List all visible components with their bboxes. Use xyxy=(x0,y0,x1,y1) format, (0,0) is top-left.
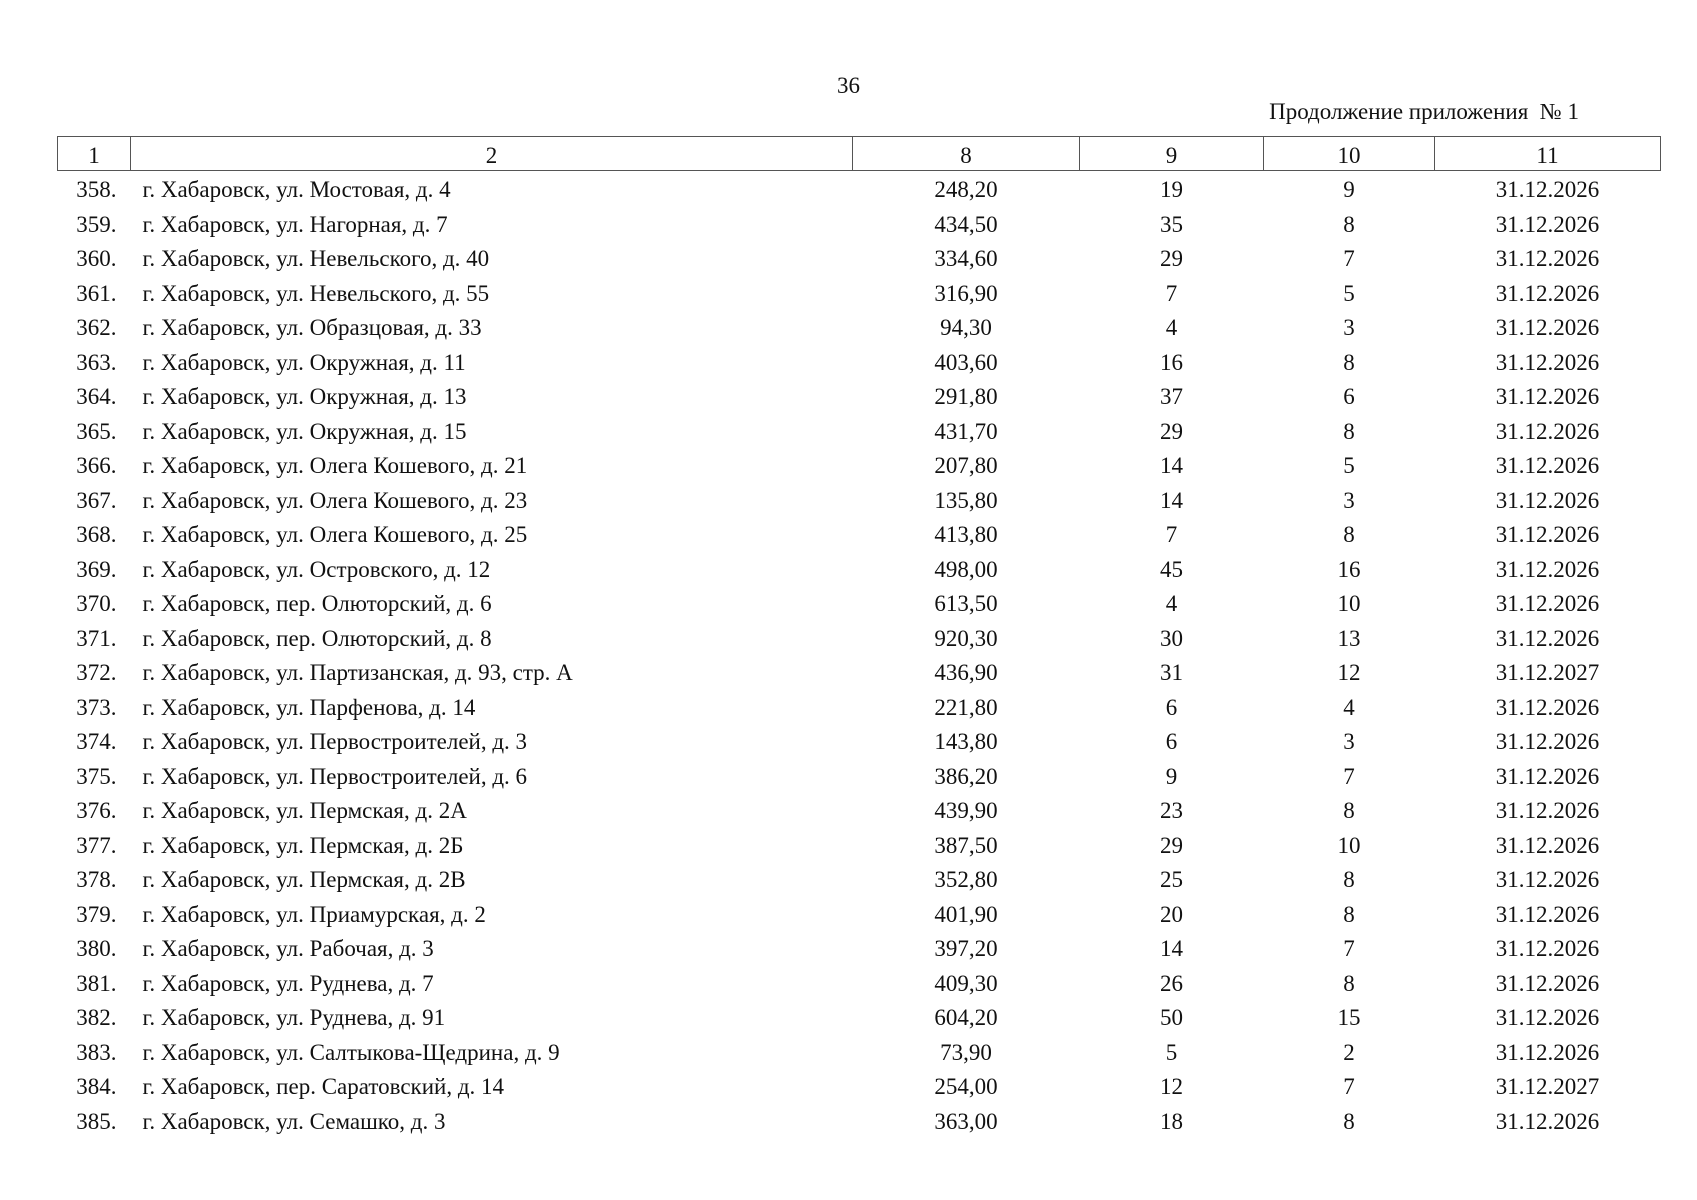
table-row xyxy=(58,656,1661,691)
row-number: 379. xyxy=(76,901,117,927)
residents-count: 14 xyxy=(1160,936,1183,961)
deadline-date: 31.12.2026 xyxy=(1495,556,1600,582)
deadline-date: 31.12.2026 xyxy=(1495,1039,1600,1065)
area-value: 401,90 xyxy=(934,901,998,927)
table-row xyxy=(58,242,1661,277)
deadline-date: 31.12.2026 xyxy=(1495,246,1600,271)
apartments-count: 3 xyxy=(1343,729,1355,754)
row-number: 382. xyxy=(76,1005,117,1030)
appendix-continuation-note: Продолжение приложения № 1 xyxy=(1269,99,1579,124)
deadline-date: 31.12.2026 xyxy=(1495,763,1600,789)
residents-count: 7 xyxy=(1165,280,1178,306)
address: г. Хабаровск, ул. Первостроителей, д. 6 xyxy=(142,763,528,789)
table-row xyxy=(58,171,1661,208)
row-number: 367. xyxy=(76,487,117,513)
table-row xyxy=(58,967,1661,1002)
table-row xyxy=(58,932,1661,967)
apartments-count: 3 xyxy=(1343,315,1355,340)
residents-count: 29 xyxy=(1160,418,1183,444)
residents-count: 6 xyxy=(1165,729,1178,754)
row-number: 372. xyxy=(76,660,117,685)
row-number: 376. xyxy=(76,798,117,823)
deadline-date: 31.12.2026 xyxy=(1495,280,1600,306)
table-row xyxy=(58,691,1661,726)
deadline-date: 31.12.2026 xyxy=(1495,349,1600,375)
apartments-count: 8 xyxy=(1343,1108,1355,1134)
table-row xyxy=(58,829,1661,864)
table-row xyxy=(58,346,1661,381)
table-row xyxy=(58,208,1661,243)
residents-count: 19 xyxy=(1160,177,1183,202)
deadline-date: 31.12.2026 xyxy=(1495,798,1600,823)
address: г. Хабаровск, ул. Первостроителей, д. 3 xyxy=(142,729,528,754)
area-value: 334,60 xyxy=(934,246,998,271)
address: г. Хабаровск, ул. Рабочая, д. 3 xyxy=(142,936,434,961)
row-number: 383. xyxy=(76,1039,117,1065)
area-value: 221,80 xyxy=(934,694,998,720)
residents-count: 29 xyxy=(1160,832,1183,858)
residents-count: 5 xyxy=(1165,1039,1178,1065)
apartments-count: 15 xyxy=(1337,1005,1361,1030)
residents-count: 12 xyxy=(1160,1074,1183,1099)
row-number: 371. xyxy=(76,625,117,651)
address: г. Хабаровск, ул. Семашко, д. 3 xyxy=(142,1108,446,1134)
address: г. Хабаровск, пер. Саратовский, д. 14 xyxy=(142,1074,505,1099)
address: г. Хабаровск, ул. Пермская, д. 2А xyxy=(142,798,467,823)
column-header: 8 xyxy=(853,137,1080,171)
address: г. Хабаровск, ул. Партизанская, д. 93, стр. А xyxy=(142,660,573,685)
apartments-count: 7 xyxy=(1343,763,1355,789)
table-row xyxy=(58,760,1661,795)
table-row xyxy=(58,898,1661,933)
deadline-date: 31.12.2026 xyxy=(1495,522,1600,547)
table-row xyxy=(58,449,1661,484)
table-row xyxy=(58,794,1661,829)
table-row xyxy=(58,380,1661,415)
address: г. Хабаровск, ул. Невельского, д. 55 xyxy=(142,280,490,306)
table-row xyxy=(58,1070,1661,1105)
area-value: 135,80 xyxy=(934,487,998,513)
area-value: 207,80 xyxy=(934,453,998,478)
apartments-count: 8 xyxy=(1343,211,1355,237)
row-number: 369. xyxy=(76,556,117,582)
row-number: 375. xyxy=(76,763,117,789)
deadline-date: 31.12.2026 xyxy=(1495,591,1600,616)
area-value: 352,80 xyxy=(934,867,998,892)
table-row xyxy=(58,1105,1661,1140)
residents-count: 50 xyxy=(1160,1005,1183,1030)
apartments-count: 10 xyxy=(1337,591,1361,616)
deadline-date: 31.12.2026 xyxy=(1495,177,1600,202)
address: г. Хабаровск, ул. Руднева, д. 7 xyxy=(142,970,434,996)
area-value: 387,50 xyxy=(934,832,998,858)
address: г. Хабаровск, ул. Олега Кошевого, д. 25 xyxy=(142,522,528,547)
area-value: 498,00 xyxy=(934,556,998,582)
apartments-count: 8 xyxy=(1343,901,1355,927)
residents-count: 25 xyxy=(1160,867,1183,892)
apartments-count: 8 xyxy=(1343,970,1355,996)
residents-count: 6 xyxy=(1165,694,1178,720)
residents-count: 23 xyxy=(1160,798,1183,823)
area-value: 143,80 xyxy=(934,729,998,754)
apartments-count: 5 xyxy=(1343,453,1355,478)
deadline-date: 31.12.2026 xyxy=(1495,453,1600,478)
apartments-count: 6 xyxy=(1343,384,1355,409)
deadline-date: 31.12.2026 xyxy=(1495,487,1600,513)
residents-count: 16 xyxy=(1160,349,1183,375)
residents-count: 26 xyxy=(1160,970,1183,996)
area-value: 431,70 xyxy=(934,418,998,444)
residents-count: 45 xyxy=(1160,556,1183,582)
address: г. Хабаровск, ул. Окружная, д. 15 xyxy=(142,418,467,444)
deadline-date: 31.12.2026 xyxy=(1495,1005,1600,1030)
area-value: 386,20 xyxy=(934,763,998,789)
address: г. Хабаровск, ул. Приамурская, д. 2 xyxy=(142,901,486,927)
residents-count: 30 xyxy=(1160,625,1183,651)
residents-count: 4 xyxy=(1165,315,1178,340)
deadline-date: 31.12.2026 xyxy=(1495,901,1600,927)
table-row xyxy=(58,1036,1661,1071)
residents-count: 7 xyxy=(1165,522,1178,547)
deadline-date: 31.12.2026 xyxy=(1495,867,1600,892)
apartments-count: 9 xyxy=(1343,177,1355,202)
deadline-date: 31.12.2026 xyxy=(1495,384,1600,409)
address: г. Хабаровск, ул. Островского, д. 12 xyxy=(142,556,491,582)
deadline-date: 31.12.2026 xyxy=(1495,211,1600,237)
row-number: 366. xyxy=(76,453,117,478)
residents-count: 4 xyxy=(1165,591,1178,616)
row-number: 363. xyxy=(76,349,117,375)
row-number: 358. xyxy=(76,177,117,202)
table-body xyxy=(58,171,1661,1140)
column-header: 11 xyxy=(1435,137,1661,171)
row-number: 362. xyxy=(76,315,117,340)
area-value: 316,90 xyxy=(934,280,998,306)
apartments-count: 12 xyxy=(1337,660,1361,685)
apartments-count: 8 xyxy=(1343,522,1355,547)
row-number: 361. xyxy=(76,280,117,306)
apartments-count: 4 xyxy=(1343,694,1355,720)
address: г. Хабаровск, ул. Олега Кошевого, д. 21 xyxy=(142,453,528,478)
row-number: 378. xyxy=(76,867,117,892)
area-value: 248,20 xyxy=(934,177,998,202)
table-row xyxy=(58,311,1661,346)
area-value: 254,00 xyxy=(934,1074,998,1099)
row-number: 373. xyxy=(76,694,117,720)
table-row xyxy=(58,484,1661,519)
residents-count: 31 xyxy=(1160,660,1183,685)
row-number: 384. xyxy=(76,1074,117,1099)
deadline-date: 31.12.2027 xyxy=(1495,660,1600,685)
table-row xyxy=(58,277,1661,312)
apartments-count: 16 xyxy=(1337,556,1361,582)
address: г. Хабаровск, пер. Олюторский, д. 6 xyxy=(142,591,492,616)
area-value: 403,60 xyxy=(934,349,998,375)
area-value: 604,20 xyxy=(934,1005,998,1030)
deadline-date: 31.12.2026 xyxy=(1495,729,1600,754)
page-number: 36 xyxy=(837,73,860,98)
apartments-count: 8 xyxy=(1343,867,1355,892)
row-number: 380. xyxy=(76,936,117,961)
table-row xyxy=(58,587,1661,622)
address: г. Хабаровск, ул. Пермская, д. 2Б xyxy=(142,832,464,858)
apartments-count: 8 xyxy=(1343,349,1355,375)
table-row xyxy=(58,725,1661,760)
row-number: 359. xyxy=(76,211,117,237)
residents-count: 14 xyxy=(1160,487,1183,513)
area-value: 291,80 xyxy=(934,384,998,409)
residents-count: 20 xyxy=(1160,901,1183,927)
address: г. Хабаровск, ул. Окружная, д. 13 xyxy=(142,384,467,409)
address: г. Хабаровск, ул. Окружная, д. 11 xyxy=(142,349,466,375)
deadline-date: 31.12.2026 xyxy=(1495,315,1600,340)
residents-count: 37 xyxy=(1160,384,1183,409)
residents-count: 35 xyxy=(1160,211,1183,237)
row-number: 368. xyxy=(76,522,117,547)
area-value: 413,80 xyxy=(934,522,998,547)
row-number: 365. xyxy=(76,418,117,444)
address: г. Хабаровск, ул. Мостовая, д. 4 xyxy=(142,177,451,202)
apartments-count: 8 xyxy=(1343,798,1355,823)
table-row xyxy=(58,415,1661,450)
address: г. Хабаровск, пер. Олюторский, д. 8 xyxy=(142,625,492,651)
deadline-date: 31.12.2026 xyxy=(1495,1108,1600,1134)
table-row xyxy=(58,622,1661,657)
table-row xyxy=(58,553,1661,588)
row-number: 377. xyxy=(76,832,117,858)
apartments-count: 8 xyxy=(1343,418,1355,444)
apartments-count: 7 xyxy=(1343,1074,1355,1099)
residents-count: 9 xyxy=(1165,763,1178,789)
address: г. Хабаровск, ул. Парфенова, д. 14 xyxy=(142,694,476,720)
area-value: 613,50 xyxy=(934,591,998,616)
area-value: 436,90 xyxy=(934,660,998,685)
column-header: 1 xyxy=(58,137,131,171)
column-header: 2 xyxy=(131,137,853,171)
area-value: 920,30 xyxy=(934,625,998,651)
residents-count: 14 xyxy=(1160,453,1183,478)
address: г. Хабаровск, ул. Руднева, д. 91 xyxy=(142,1005,446,1030)
area-value: 434,50 xyxy=(934,211,998,237)
apartments-count: 5 xyxy=(1343,280,1355,306)
row-number: 370. xyxy=(76,591,117,616)
table-row xyxy=(58,518,1661,553)
row-number: 360. xyxy=(76,246,117,271)
row-number: 374. xyxy=(76,729,117,754)
deadline-date: 31.12.2026 xyxy=(1495,832,1600,858)
deadline-date: 31.12.2026 xyxy=(1495,936,1600,961)
address: г. Хабаровск, ул. Олега Кошевого, д. 23 xyxy=(142,487,528,513)
address: г. Хабаровск, ул. Образцовая, д. 33 xyxy=(142,315,482,340)
row-number: 385. xyxy=(76,1108,117,1134)
address: г. Хабаровск, ул. Невельского, д. 40 xyxy=(142,246,490,271)
deadline-date: 31.12.2026 xyxy=(1495,418,1600,444)
apartments-count: 3 xyxy=(1343,487,1355,513)
area-value: 397,20 xyxy=(934,936,998,961)
deadline-date: 31.12.2026 xyxy=(1495,625,1600,651)
deadline-date: 31.12.2027 xyxy=(1495,1074,1600,1099)
deadline-date: 31.12.2026 xyxy=(1495,694,1600,720)
address: г. Хабаровск, ул. Нагорная, д. 7 xyxy=(142,211,448,237)
column-header: 9 xyxy=(1080,137,1264,171)
table-header-row xyxy=(58,137,1661,171)
buildings-table xyxy=(57,136,1661,1139)
apartments-count: 10 xyxy=(1337,832,1361,858)
table-row xyxy=(58,1001,1661,1036)
apartments-count: 7 xyxy=(1343,246,1355,271)
area-value: 439,90 xyxy=(934,798,998,823)
area-value: 73,90 xyxy=(940,1039,992,1065)
residents-count: 29 xyxy=(1160,246,1183,271)
address: г. Хабаровск, ул. Салтыкова-Щедрина, д. 9 xyxy=(142,1039,560,1065)
area-value: 409,30 xyxy=(934,970,998,996)
row-number: 381. xyxy=(76,970,117,996)
apartments-count: 7 xyxy=(1343,936,1355,961)
area-value: 363,00 xyxy=(934,1108,998,1134)
deadline-date: 31.12.2026 xyxy=(1495,970,1600,996)
apartments-count: 2 xyxy=(1343,1039,1355,1065)
row-number: 364. xyxy=(76,384,117,409)
area-value: 94,30 xyxy=(940,315,992,340)
residents-count: 18 xyxy=(1160,1108,1183,1134)
column-header: 10 xyxy=(1264,137,1435,171)
table-row xyxy=(58,863,1661,898)
address: г. Хабаровск, ул. Пермская, д. 2В xyxy=(142,867,466,892)
apartments-count: 13 xyxy=(1337,625,1361,651)
